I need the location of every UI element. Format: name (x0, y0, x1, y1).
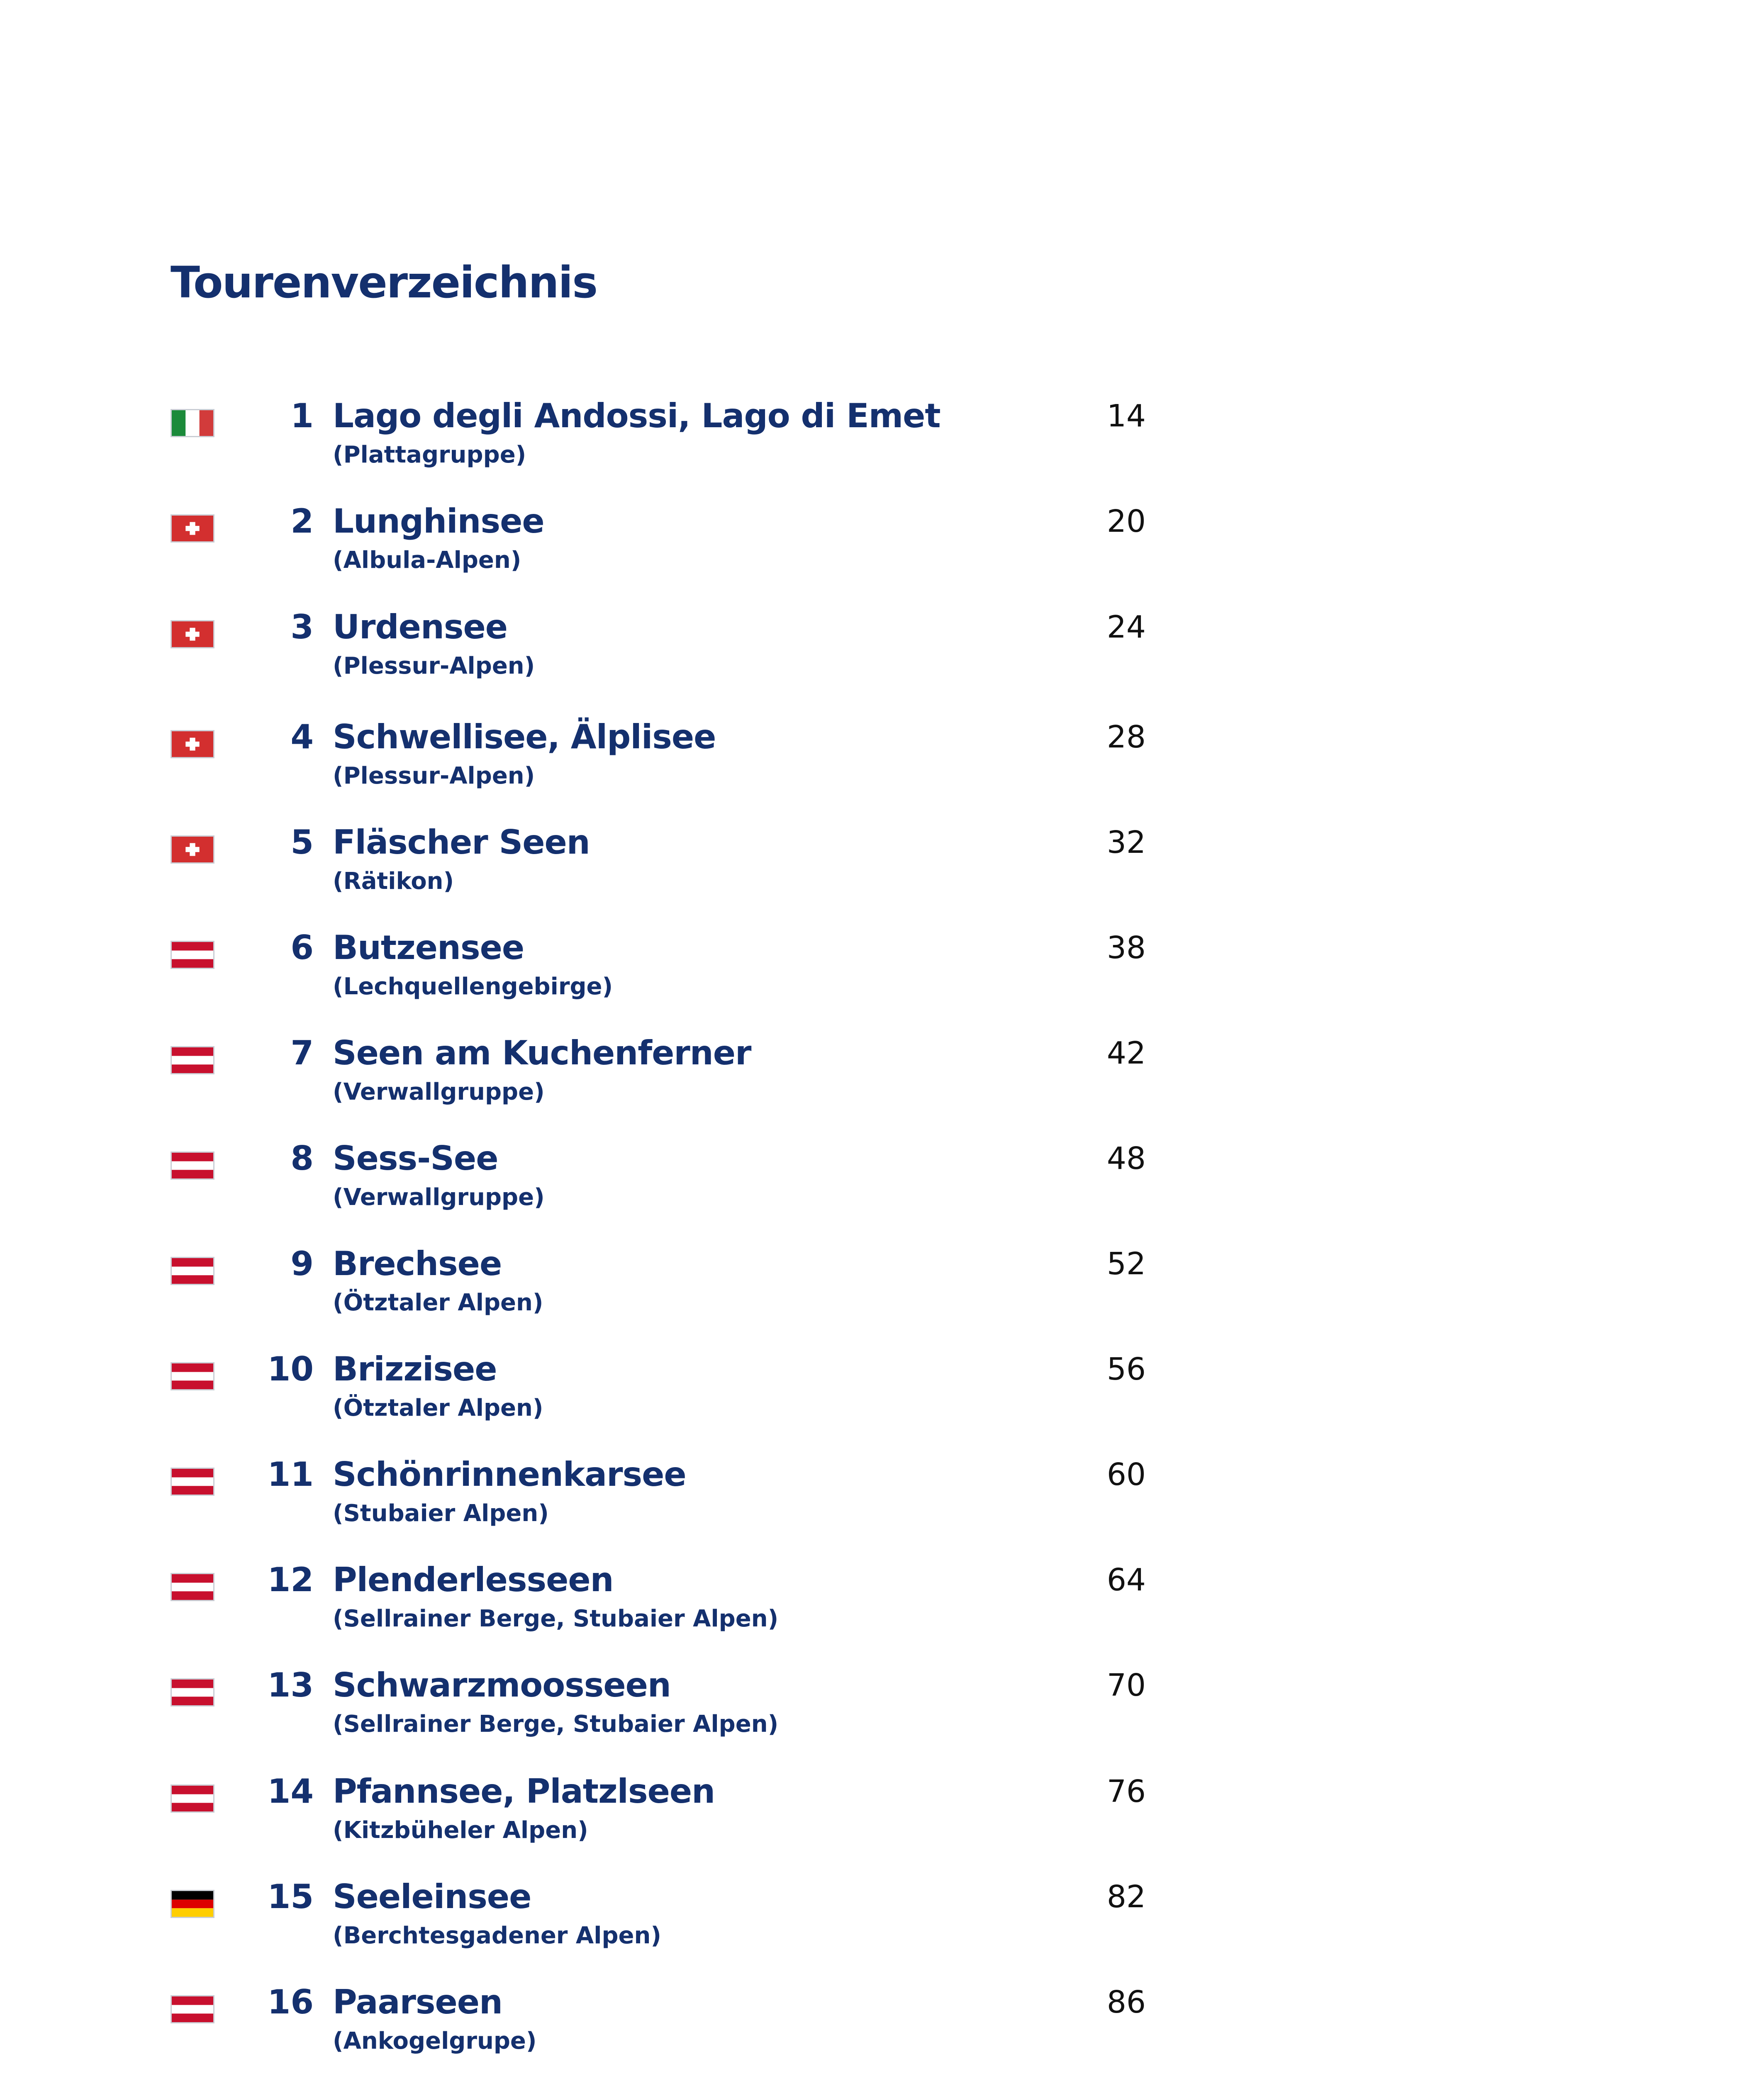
tour-entry (0, 397, 1764, 509)
tour-page-ref: 32 (1106, 825, 1146, 860)
tour-number: 10 (267, 1350, 314, 1388)
tour-page-ref: 24 (1106, 609, 1146, 645)
tour-page-ref: 70 (1106, 1667, 1146, 1703)
tour-page-ref: 28 (1106, 719, 1146, 755)
tour-region: (Berchtesgadener Alpen) (333, 1922, 661, 1949)
tour-entry (0, 1455, 1764, 1567)
tour-entry (0, 1139, 1764, 1251)
tour-region: (Verwallgruppe) (333, 1078, 545, 1105)
tour-region: (Albula-Alpen) (333, 547, 521, 574)
tour-entry (0, 1034, 1764, 1146)
tour-region: (Lechquellengebirge) (333, 973, 613, 1000)
tour-name: Seeleinsee (333, 1877, 531, 1916)
austria-flag-icon (171, 1151, 214, 1180)
tour-number: 7 (290, 1034, 314, 1072)
tour-number: 4 (290, 718, 314, 756)
austria-flag-icon (171, 941, 214, 969)
tour-name: Brechsee (333, 1244, 502, 1283)
tour-entry (0, 1560, 1764, 1672)
tour-entry (0, 1877, 1764, 1989)
tour-entry (0, 928, 1764, 1040)
tour-entry (0, 1666, 1764, 1778)
tour-name: Schönrinnenkarsee (333, 1455, 686, 1494)
tour-entry (0, 608, 1764, 720)
tour-region: (Plessur-Alpen) (333, 652, 535, 679)
tour-number: 3 (290, 608, 314, 646)
germany-flag-icon (171, 1890, 214, 1918)
tour-region: (Ötztaler Alpen) (333, 1289, 543, 1316)
tour-number: 1 (290, 397, 314, 435)
austria-flag-icon (171, 1573, 214, 1601)
tour-page-ref: 64 (1106, 1562, 1146, 1598)
tour-page-ref: 14 (1106, 398, 1146, 434)
tour-number: 12 (267, 1560, 314, 1599)
tour-page-ref: 42 (1106, 1035, 1146, 1071)
tour-page-ref: 76 (1106, 1774, 1146, 1809)
austria-flag-icon (171, 1046, 214, 1074)
switzerland-flag-icon (171, 514, 214, 543)
tour-page-ref: 52 (1106, 1246, 1146, 1282)
tour-page-ref: 60 (1106, 1457, 1146, 1492)
tour-number: 16 (267, 1983, 314, 2021)
tour-number: 11 (267, 1455, 314, 1494)
tour-name: Brizzisee (333, 1350, 497, 1388)
tour-region: (Plattagruppe) (333, 441, 526, 468)
tour-entry (0, 1772, 1764, 1884)
tour-name: Schwarzmoosseen (333, 1666, 671, 1704)
tour-region: (Kitzbüheler Alpen) (333, 1817, 588, 1844)
tour-page-ref: 38 (1106, 930, 1146, 966)
tour-entry (0, 1983, 1764, 2074)
tour-number: 9 (290, 1244, 314, 1283)
tour-page-ref: 48 (1106, 1141, 1146, 1176)
tour-page-ref: 82 (1106, 1879, 1146, 1915)
austria-flag-icon (171, 1257, 214, 1285)
tour-name: Pfannsee, Platzlseen (333, 1772, 715, 1811)
tour-number: 15 (267, 1877, 314, 1916)
tour-name: Schwellisee, Älplisee (333, 718, 716, 756)
tour-region: (Sellrainer Berge, Stubaier Alpen) (333, 1711, 779, 1738)
tour-name: Lago degli Andossi, Lago di Emet (333, 397, 940, 435)
tour-name: Lunghinsee (333, 502, 544, 540)
tour-region: (Plessur-Alpen) (333, 762, 535, 789)
switzerland-flag-icon (171, 835, 214, 864)
tour-number: 5 (290, 823, 314, 862)
tour-name: Seen am Kuchenferner (333, 1034, 751, 1072)
tour-region: (Sellrainer Berge, Stubaier Alpen) (333, 1605, 779, 1632)
switzerland-flag-icon (171, 730, 214, 758)
switzerland-flag-icon (171, 620, 214, 648)
austria-flag-icon (171, 1468, 214, 1496)
tour-number: 2 (290, 502, 314, 540)
tour-region: (Rätikon) (333, 868, 454, 895)
tour-region: (Ankogelgrupe) (333, 2028, 537, 2055)
tour-region: (Verwallgruppe) (333, 1184, 545, 1211)
tour-name: Sess-See (333, 1139, 498, 1178)
tour-page-ref: 86 (1106, 1984, 1146, 2020)
tour-name: Plenderlesseen (333, 1560, 614, 1599)
tour-region: (Stubaier Alpen) (333, 1500, 549, 1527)
tour-page-ref: 20 (1106, 504, 1146, 539)
page-title: Tourenverzeichnis (171, 257, 597, 308)
tour-name: Butzensee (333, 928, 524, 967)
tour-number: 8 (290, 1139, 314, 1178)
tour-entry (0, 502, 1764, 614)
austria-flag-icon (171, 1784, 214, 1813)
tour-name: Fläscher Seen (333, 823, 590, 862)
tour-entry (0, 823, 1764, 935)
tour-name: Paarseen (333, 1983, 502, 2021)
tour-name: Urdensee (333, 608, 508, 646)
tour-number: 13 (267, 1666, 314, 1704)
austria-flag-icon (171, 1678, 214, 1706)
tour-entry (0, 1244, 1764, 1356)
italy-flag-icon (171, 409, 214, 437)
tour-number: 14 (267, 1772, 314, 1811)
tour-region: (Ötztaler Alpen) (333, 1395, 543, 1422)
austria-flag-icon (171, 1995, 214, 2023)
austria-flag-icon (171, 1362, 214, 1390)
tour-entry (0, 1350, 1764, 1462)
tour-number: 6 (290, 928, 314, 967)
tour-entry (0, 718, 1764, 830)
tour-page-ref: 56 (1106, 1351, 1146, 1387)
